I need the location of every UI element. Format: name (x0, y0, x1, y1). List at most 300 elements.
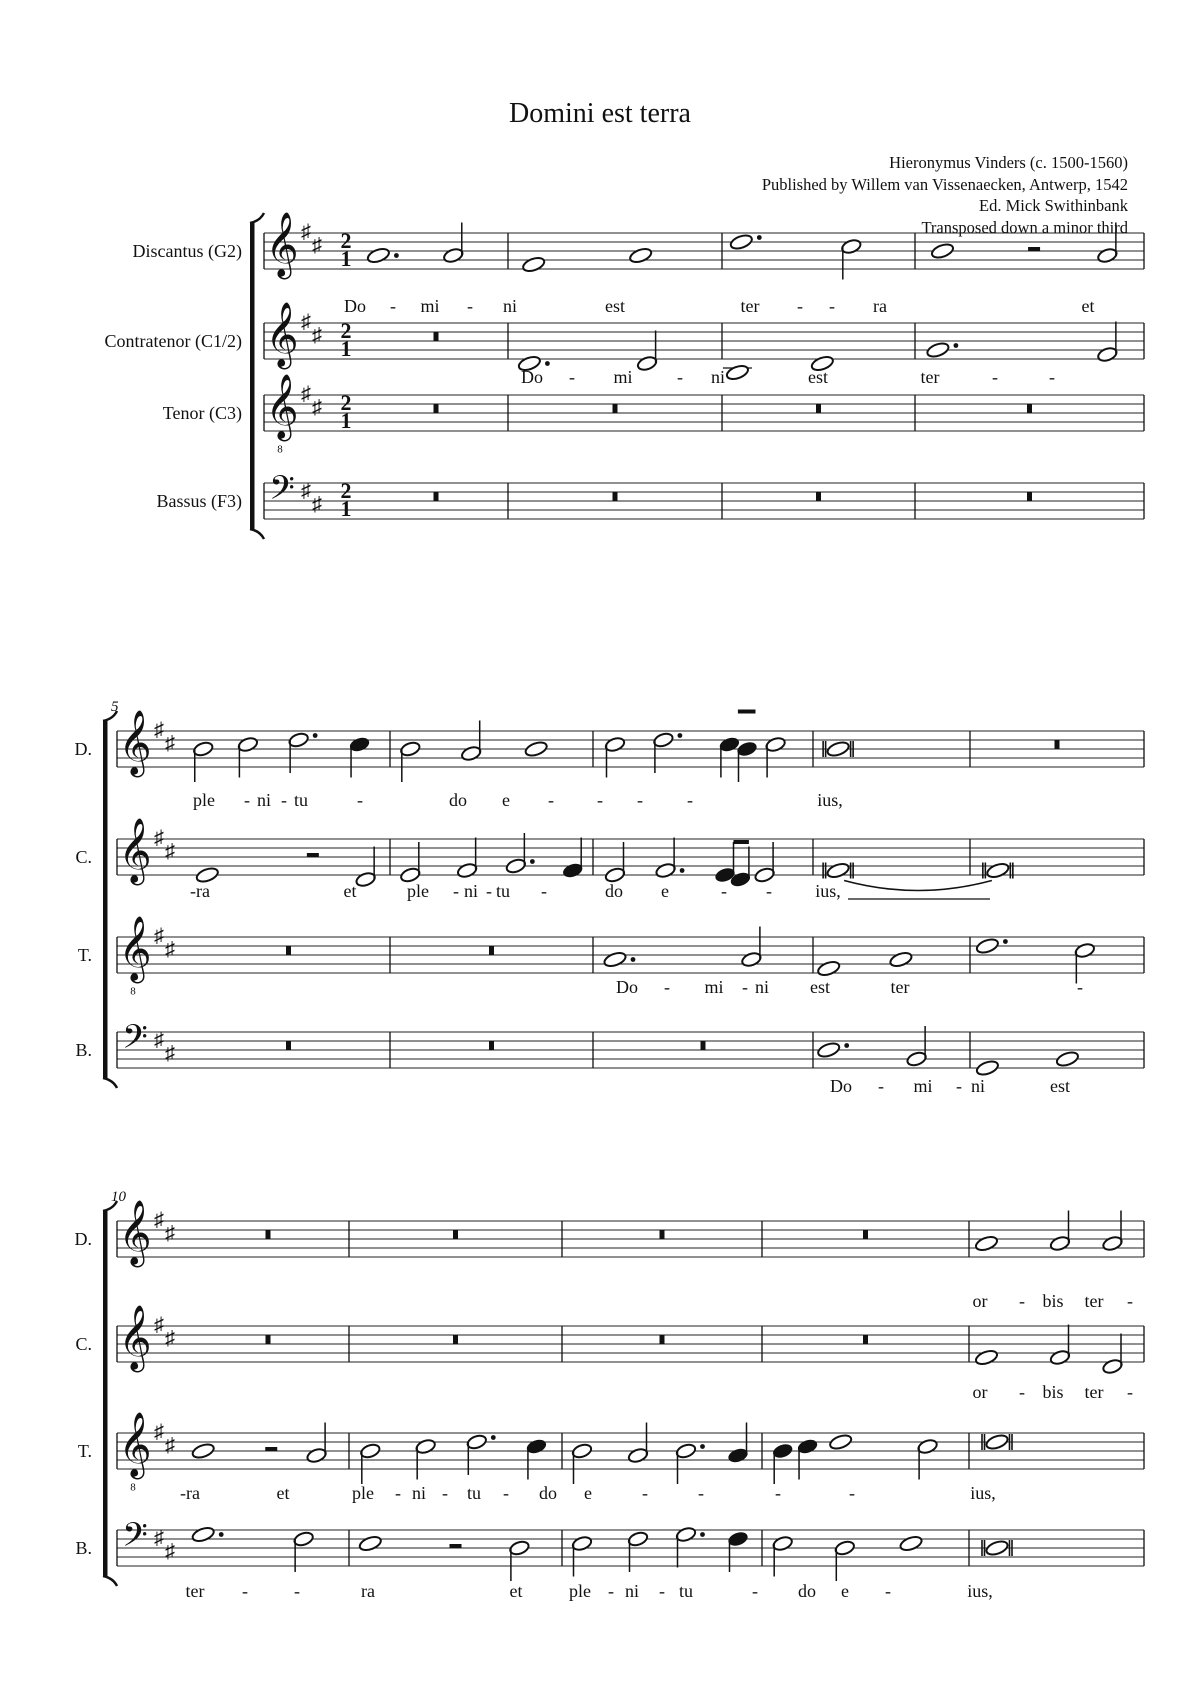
voice-label: D. (74, 739, 92, 759)
note-head (627, 1530, 649, 1547)
lyric-syllable: bis (1042, 1291, 1064, 1311)
octave-marker-icon: 8 (130, 1481, 136, 1494)
lyric-syllable: est (810, 977, 830, 997)
lyric-hyphen: - (281, 790, 287, 810)
treble-clef-icon: 𝄞 (265, 376, 299, 439)
augmentation-dot (491, 1435, 496, 1440)
editor-credit: Ed. Mick Swithinbank (979, 196, 1128, 215)
augmentation-dot (844, 1043, 849, 1048)
lyric-syllable: ter (185, 1581, 205, 1601)
breve-rest-icon (863, 1335, 868, 1344)
breve-rest-icon (660, 1335, 665, 1344)
note-head (719, 736, 741, 753)
lyric-syllable: et (343, 881, 357, 901)
treble-clef-icon: 𝄞 (265, 304, 299, 367)
note-head (725, 363, 750, 381)
breve-rest-icon (701, 1041, 706, 1050)
sharp-icon: ♯ (165, 1327, 175, 1350)
lyric-syllable: do (449, 790, 467, 810)
augmentation-dot (700, 1532, 705, 1537)
note-head (797, 1438, 819, 1455)
staff-4 (75, 1517, 1144, 1602)
sharp-icon: ♯ (301, 311, 311, 333)
note-head (456, 862, 478, 879)
lyric-syllable: ter (1084, 1382, 1104, 1402)
breve-rest-icon (1055, 740, 1060, 749)
half-rest-icon (265, 1447, 277, 1451)
sharp-icon: ♯ (312, 493, 322, 516)
composer-credit: Hieronymus Vinders (c. 1500-1560) (889, 153, 1128, 172)
lyric-syllable: ni (463, 881, 479, 901)
lyric-hyphen: - (1019, 1382, 1025, 1402)
lyric-syllable: tu (466, 1483, 482, 1503)
lyric-hyphen: - (486, 881, 492, 901)
note-head (505, 857, 527, 874)
lyric-syllable: ra (361, 1581, 375, 1601)
staff-1 (133, 212, 1144, 316)
lyric-hyphen: - (244, 790, 250, 810)
bass-clef-icon: 𝄢 (122, 1018, 148, 1064)
lyric-syllable: tu (293, 790, 309, 810)
lyric-hyphen: - (467, 296, 473, 316)
note-head (765, 736, 787, 753)
augmentation-dot (394, 253, 399, 258)
lyric-syllable: ple (352, 1483, 374, 1503)
lyric-syllable: ple (193, 790, 215, 810)
voice-label: D. (74, 1229, 92, 1249)
breve-rest-icon (489, 1041, 494, 1050)
lyric-hyphen: - (698, 1483, 704, 1503)
lyric-syllable: et (509, 1581, 523, 1601)
note-head (655, 862, 677, 879)
lyric-hyphen: - (885, 1581, 891, 1601)
voice-label: C. (75, 847, 92, 867)
lyric-syllable: mi (420, 296, 440, 316)
measure-number: 5 (111, 699, 119, 715)
bracket-hook (103, 1078, 117, 1088)
lyric-syllable: do (798, 1581, 816, 1601)
lyric-syllable: ple (407, 881, 429, 901)
lyric-syllable: do (539, 1483, 557, 1503)
lyric-syllable: ter (890, 977, 910, 997)
note-head (1102, 1358, 1124, 1375)
breve-rest-icon (434, 404, 439, 413)
publisher-credit: Published by Willem van Vissenaecken, Antwerp, 1542 (761, 174, 1128, 194)
lyric-hyphen: - (608, 1581, 614, 1601)
lyric-syllable: or (972, 1382, 988, 1402)
note-head (466, 1433, 488, 1450)
sharp-icon: ♯ (154, 925, 164, 947)
note-head (460, 745, 482, 762)
lyric-hyphen: - (453, 881, 459, 901)
note-head (306, 1447, 328, 1464)
lyric-syllable: -ra (190, 881, 210, 901)
treble-clef-icon: 𝄞 (118, 712, 152, 775)
lyric-hyphen: - (956, 1076, 962, 1096)
note-head (627, 1447, 649, 1464)
lyric-syllable: ter (1084, 1291, 1104, 1311)
note-head (526, 1438, 548, 1455)
breve-rest-icon (453, 1335, 458, 1344)
note-head (729, 233, 754, 251)
note-head (293, 1530, 315, 1547)
note-head (974, 1348, 999, 1366)
breve-rest-icon (1027, 492, 1032, 501)
treble-clef-icon: 𝄞 (118, 918, 152, 981)
sharp-icon: ♯ (154, 1314, 164, 1336)
lyric-syllable: -ra (180, 1483, 200, 1503)
note-head (191, 1442, 216, 1460)
note-head (358, 1534, 383, 1552)
lyric-hyphen: - (637, 790, 643, 810)
breve-rest-icon (434, 492, 439, 501)
lyric-hyphen: - (992, 367, 998, 387)
breve-rest-icon (434, 332, 439, 341)
note-head (571, 1442, 593, 1459)
breve-rest-icon (453, 1230, 458, 1239)
lyric-syllable: e (502, 790, 510, 810)
note-head (191, 1525, 216, 1543)
note-head (816, 959, 841, 977)
sharp-icon: ♯ (154, 1527, 164, 1549)
lyric-syllable: est (808, 367, 828, 387)
note-head (828, 1433, 853, 1451)
breve-note (986, 861, 1011, 879)
lyric-hyphen: - (742, 977, 748, 997)
staff-3 (78, 916, 1144, 997)
lyric-hyphen: - (849, 1483, 855, 1503)
note-head (834, 1539, 856, 1556)
breve-rest-icon (816, 492, 821, 501)
lyric-hyphen: - (664, 977, 670, 997)
staff-3 (78, 1412, 1144, 1503)
augmentation-dot (1003, 939, 1008, 944)
note-head (840, 238, 862, 255)
note-head (727, 1447, 749, 1464)
sharp-icon: ♯ (154, 1421, 164, 1443)
breve-note (985, 1433, 1010, 1451)
time-signature-bottom: 1 (340, 496, 352, 521)
note-head (524, 740, 549, 758)
sharp-icon: ♯ (154, 1029, 164, 1051)
lyric-hyphen: - (1019, 1291, 1025, 1311)
breve-rest-icon (286, 1041, 291, 1050)
time-signature-bottom: 1 (340, 408, 352, 433)
lyric-syllable: e (584, 1483, 592, 1503)
note-head (675, 1526, 697, 1543)
lyric-syllable: e (841, 1581, 849, 1601)
lyric-syllable: do (605, 881, 623, 901)
lyric-hyphen: - (569, 367, 575, 387)
voice-label: B. (75, 1040, 92, 1060)
lyric-syllable: tu (678, 1581, 694, 1601)
staff-2 (75, 1305, 1144, 1402)
breve-note (826, 861, 851, 879)
note-head (741, 951, 763, 968)
lyric-syllable: ius, (967, 1581, 993, 1601)
lyric-hyphen: - (1049, 367, 1055, 387)
lyric-syllable: Do (616, 977, 638, 997)
breve-note (826, 740, 851, 758)
voice-label: T. (77, 945, 92, 965)
lyric-syllable: ple (569, 1581, 591, 1601)
lyric-syllable: et (276, 1483, 290, 1503)
note-head (975, 937, 1000, 955)
lyric-syllable: Do (830, 1076, 852, 1096)
breve-rest-icon (816, 404, 821, 413)
lyric-syllable: ni (970, 1076, 986, 1096)
sharp-icon: ♯ (165, 840, 175, 863)
system-3 (75, 1189, 1145, 1601)
note-head (816, 1041, 841, 1059)
half-rest-icon (1028, 247, 1040, 251)
lyric-hyphen: - (797, 296, 803, 316)
note-head (509, 1539, 531, 1556)
sharp-icon: ♯ (301, 480, 311, 502)
breve-rest-icon (863, 1230, 868, 1239)
treble-clef-icon: 𝄞 (118, 1307, 152, 1370)
bracket-hook (103, 1576, 117, 1586)
note-head (1049, 1349, 1071, 1366)
time-signature-top: 2 (340, 478, 352, 503)
lyric-hyphen: - (1077, 977, 1083, 997)
lyric-syllable: e (661, 881, 669, 901)
lyric-syllable: est (605, 296, 625, 316)
lyric-hyphen: - (721, 881, 727, 901)
sharp-icon: ♯ (301, 221, 311, 243)
augmentation-dot (700, 1444, 705, 1449)
note-head (1049, 1235, 1071, 1252)
breve-rest-icon (613, 492, 618, 501)
sharp-icon: ♯ (165, 938, 175, 961)
note-head (571, 1535, 593, 1552)
treble-clef-icon: 𝄞 (118, 1414, 152, 1477)
treble-clef-icon: 𝄞 (118, 1202, 152, 1265)
lyric-syllable: et (1081, 296, 1095, 316)
note-head (1102, 1235, 1124, 1252)
lyric-syllable: ni (502, 296, 518, 316)
lyric-syllable: tu (495, 881, 511, 901)
lyric-syllable: Do (344, 296, 366, 316)
lyric-hyphen: - (829, 296, 835, 316)
augmentation-dot (678, 733, 683, 738)
note-head (653, 731, 675, 748)
note-head (442, 247, 464, 264)
lyric-syllable: or (972, 1291, 988, 1311)
time-signature-top: 2 (340, 228, 352, 253)
lyric-syllable: ra (873, 296, 887, 316)
note-head (974, 1234, 999, 1252)
sharp-icon: ♯ (154, 719, 164, 741)
lyric-hyphen: - (766, 881, 772, 901)
lyric-hyphen: - (1127, 1291, 1133, 1311)
note-head (359, 1442, 381, 1459)
lyric-syllable: ius, (970, 1483, 996, 1503)
note-head (415, 1438, 437, 1455)
time-signature-bottom: 1 (340, 336, 352, 361)
lyric-syllable: ni (411, 1483, 427, 1503)
sharp-icon: ♯ (165, 1434, 175, 1457)
voice-label: C. (75, 1334, 92, 1354)
time-signature-top: 2 (340, 390, 352, 415)
note-head (349, 736, 371, 753)
sharp-icon: ♯ (165, 1222, 175, 1245)
sharp-icon: ♯ (154, 1209, 164, 1231)
lyric-syllable: est (1050, 1076, 1070, 1096)
breve-rest-icon (266, 1335, 271, 1344)
augmentation-dot (530, 859, 535, 864)
system-bracket (250, 223, 255, 529)
note-head (1097, 346, 1119, 363)
octave-marker-icon: 8 (277, 443, 283, 456)
lyric-hyphen: - (1127, 1382, 1133, 1402)
sharp-icon: ♯ (165, 1540, 175, 1563)
lyric-hyphen: - (294, 1581, 300, 1601)
system-bracket (103, 721, 108, 1078)
note-head (975, 1059, 1000, 1077)
note-head (399, 740, 421, 757)
sharp-icon: ♯ (312, 396, 322, 419)
lyric-syllable: ius, (815, 881, 841, 901)
note-head (772, 1442, 794, 1459)
lyric-hyphen: - (548, 790, 554, 810)
lyric-hyphen: - (642, 1483, 648, 1503)
note-head (521, 255, 546, 273)
sharp-icon: ♯ (312, 234, 322, 257)
sharp-icon: ♯ (301, 383, 311, 405)
lyric-syllable: ni (624, 1581, 640, 1601)
lyric-syllable: mi (613, 367, 633, 387)
voice-label: Bassus (F3) (156, 491, 242, 511)
sharp-icon: ♯ (154, 827, 164, 849)
note-head (754, 866, 776, 883)
lyric-hyphen: - (677, 367, 683, 387)
note-head (604, 736, 626, 753)
system-2 (75, 699, 1145, 1096)
time-signature-top: 2 (340, 318, 352, 343)
breve-rest-icon (266, 1230, 271, 1239)
breve-rest-icon (660, 1230, 665, 1239)
note-head (906, 1050, 928, 1067)
lyric-syllable: ter (740, 296, 760, 316)
lyric-hyphen: - (752, 1581, 758, 1601)
lyric-hyphen: - (442, 1483, 448, 1503)
lyric-hyphen: - (357, 790, 363, 810)
half-rest-icon (450, 1544, 462, 1548)
note-head (926, 341, 951, 359)
bracket-hook (250, 529, 264, 539)
breve-rest-icon (613, 404, 618, 413)
note-head (288, 731, 310, 748)
lyric-syllable: ni (710, 367, 726, 387)
note-head (237, 736, 259, 753)
staff-1 (75, 1200, 1145, 1311)
lyric-syllable: mi (704, 977, 724, 997)
bracket-hook (250, 213, 264, 223)
augmentation-dot (545, 361, 550, 366)
note-head (1074, 942, 1096, 959)
bass-clef-icon: 𝄢 (269, 469, 295, 515)
lyric-syllable: ni (256, 790, 272, 810)
note-head (675, 1442, 697, 1459)
system-bracket (103, 1211, 108, 1576)
note-head (899, 1534, 924, 1552)
staff-1 (75, 710, 1145, 810)
lyric-hyphen: - (242, 1581, 248, 1601)
tie (844, 881, 992, 891)
lyric-syllable: bis (1042, 1382, 1064, 1402)
lyric-syllable: mi (913, 1076, 933, 1096)
lyric-syllable: Do (521, 367, 543, 387)
augmentation-dot (313, 733, 318, 738)
sharp-icon: ♯ (165, 1042, 175, 1065)
lyric-hyphen: - (503, 1483, 509, 1503)
breve-rest-icon (1027, 404, 1032, 413)
lyric-hyphen: - (395, 1483, 401, 1503)
note-head (889, 950, 914, 968)
treble-clef-icon: 𝄞 (118, 820, 152, 883)
lyric-hyphen: - (541, 881, 547, 901)
note-head (355, 871, 377, 888)
voice-label: T. (77, 1441, 92, 1461)
treble-clef-icon: 𝄞 (265, 214, 299, 277)
augmentation-dot (954, 343, 959, 348)
lyric-hyphen: - (687, 790, 693, 810)
lyric-syllable: ius, (817, 790, 843, 810)
lyric-hyphen: - (597, 790, 603, 810)
breve-rest-icon (286, 946, 291, 955)
sharp-icon: ♯ (312, 324, 322, 347)
octave-marker-icon: 8 (130, 985, 136, 998)
transposition-note: Transposed down a minor third (921, 217, 1128, 237)
piece-title: Domini est terra (509, 98, 691, 129)
breve-rest-icon (489, 946, 494, 955)
staff-4 (75, 1019, 1144, 1097)
sharp-icon: ♯ (165, 732, 175, 755)
time-signature-bottom: 1 (340, 246, 352, 271)
note-head (772, 1535, 794, 1552)
note-head (192, 740, 214, 757)
breve-note (985, 1539, 1010, 1557)
lyric-syllable: ni (754, 977, 770, 997)
note-head (736, 740, 758, 757)
lyric-hyphen: - (390, 296, 396, 316)
staff-2 (75, 818, 1144, 901)
measure-number: 10 (111, 1189, 126, 1205)
note-head (636, 355, 658, 372)
augmentation-dot (680, 868, 685, 873)
note-head (603, 950, 628, 968)
note-head (562, 862, 584, 879)
lyric-hyphen: - (878, 1076, 884, 1096)
note-head (366, 246, 391, 264)
note-head (1097, 247, 1119, 264)
note-head (727, 1530, 749, 1547)
system-1 (105, 212, 1144, 539)
voice-label: B. (75, 1538, 92, 1558)
voice-label: Discantus (G2) (132, 241, 242, 261)
note-head (930, 242, 955, 260)
bass-clef-icon: 𝄢 (122, 1516, 148, 1562)
half-rest-icon (307, 853, 319, 857)
voice-label: Contratenor (C1/2) (104, 331, 242, 351)
note-head (628, 246, 653, 264)
staff-4 (156, 470, 1144, 522)
augmentation-dot (219, 1532, 224, 1537)
voice-label: Tenor (C3) (162, 403, 242, 423)
lyric-hyphen: - (659, 1581, 665, 1601)
augmentation-dot (631, 957, 636, 962)
